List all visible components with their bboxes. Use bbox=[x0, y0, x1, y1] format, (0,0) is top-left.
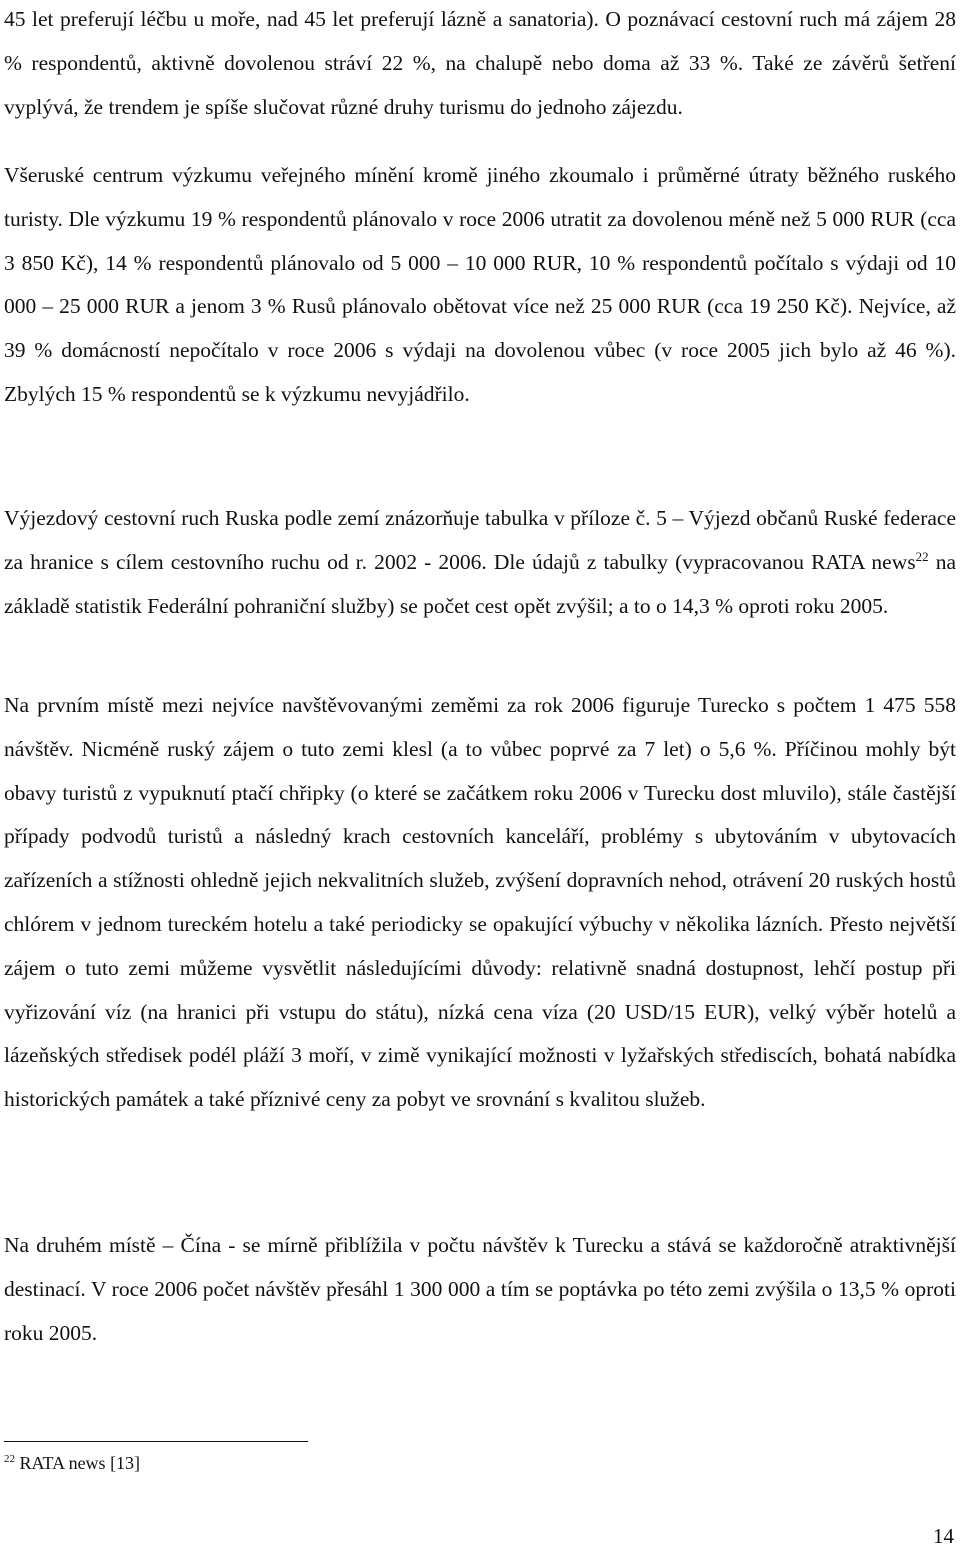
footnote bbox=[4, 1452, 140, 1474]
footnote-number: 22 bbox=[4, 1453, 15, 1465]
paragraph-travel-preferences: 45 let preferují léčbu u moře, nad 45 let preferují lázně a sanatoria). O poznávací cestovní ruch má zájem 28 % respondentů, aktivně dovolenou stráví 22 %, na chalupě nebo doma až 33 %. Také ze závěrů šetření vyplývá, že trendem je spíše slučovat různé druhy turismu do jednoho zájezdu. bbox=[4, 7, 956, 119]
paragraph-outbound-tourism-text-continued: na základě statistik Federální pohraniční služby) se počet cest opět zvýšil; a to o 14,3 % oproti roku 2005. bbox=[4, 549, 957, 618]
paragraph-outbound-tourism-text: Výjezdový cestovní ruch Ruska podle zemí znázorňuje tabulka v příloze č. 5 – Výjezd občanů Ruské federace za hranice s cílem cestovního ruchu od r. 2002 - 2006. Dle údajů z tabulky (vypracovanou RATA news bbox=[4, 506, 956, 574]
footnote-separator bbox=[4, 1441, 308, 1442]
page-number: 14 bbox=[933, 1524, 954, 1548]
paragraph-tourist-spending: Všeruské centrum výzkumu veřejného mínění kromě jiného zkoumalo i průměrné útraty běžného ruského turisty. Dle výzkumu 19 % respondentů plánovalo v roce 2006 utratit za dovolenou méně než 5 000 RUR (cca 3 850 Kč), 14 % respondentů plánovalo od 5 000 – 10 000 RUR, 10 % respondentů počítalo s výdaji od 10 000 – 25 000 RUR a jenom 3 % Rusů plánovalo obětovat více než 25 000 RUR (cca 19 250 Kč). Nejvíce, až 39 % domácností nepočítalo v roce 2006 s výdaji na dovolenou vůbec (v roce 2005 jich bylo až 46 %). Zbylých 15 % respondentů se k výzkumu nevyjádřilo. bbox=[4, 163, 956, 406]
paragraph-outbound-tourism bbox=[4, 497, 956, 628]
footnote-reference[interactable]: 22 bbox=[915, 548, 929, 564]
paragraph-china: Na druhém místě – Čína - se mírně přiblížila v počtu návštěv k Turecku a stává se každoročně atraktivnější destinací. V roce 2006 počet návštěv přesáhl 1 300 000 a tím se poptávka po této zemi zvýšila o 13,5 % oproti roku 2005. bbox=[4, 1233, 956, 1345]
paragraph-turkey: Na prvním místě mezi nejvíce navštěvovanými zeměmi za rok 2006 figuruje Turecko s počtem 1 475 558 návštěv. Nicméně ruský zájem o tuto zemi klesl (a to vůbec poprvé za 7 let) o 5,6 %. Příčinou mohly být obavy turistů z vypuknutí ptačí chřipky (o které se začátkem roku 2006 v Turecku dost mluvilo), stále častější případy podvodů turistů a následný krach cestovních kanceláří, problémy s ubytováním v ubytovacích zařízeních a stížnosti ohledně jejich nekvalitních služeb, zvýšení dopravních nehod, otrávení 20 ruských hostů chlórem v jednom tureckém hotelu a také periodicky se opakující výbuchy v několika lázních. Přesto největší zájem o tuto zemi můžeme vysvětlit následujícími důvody: relativně snadná dostupnost, lehčí postup při vyřizování víz (na hranici při vstupu do státu), nízká cena víza (20 USD/15 EUR), velký výběr hotelů a lázeňských středisek podél pláží 3 moří, v zimě vynikající možnosti v lyžařských střediscích, bohatá nabídka historických památek a také příznivé ceny za pobyt ve srovnání s kvalitou služeb. bbox=[4, 693, 956, 1112]
footnote-text: RATA news [13] bbox=[15, 1453, 141, 1473]
